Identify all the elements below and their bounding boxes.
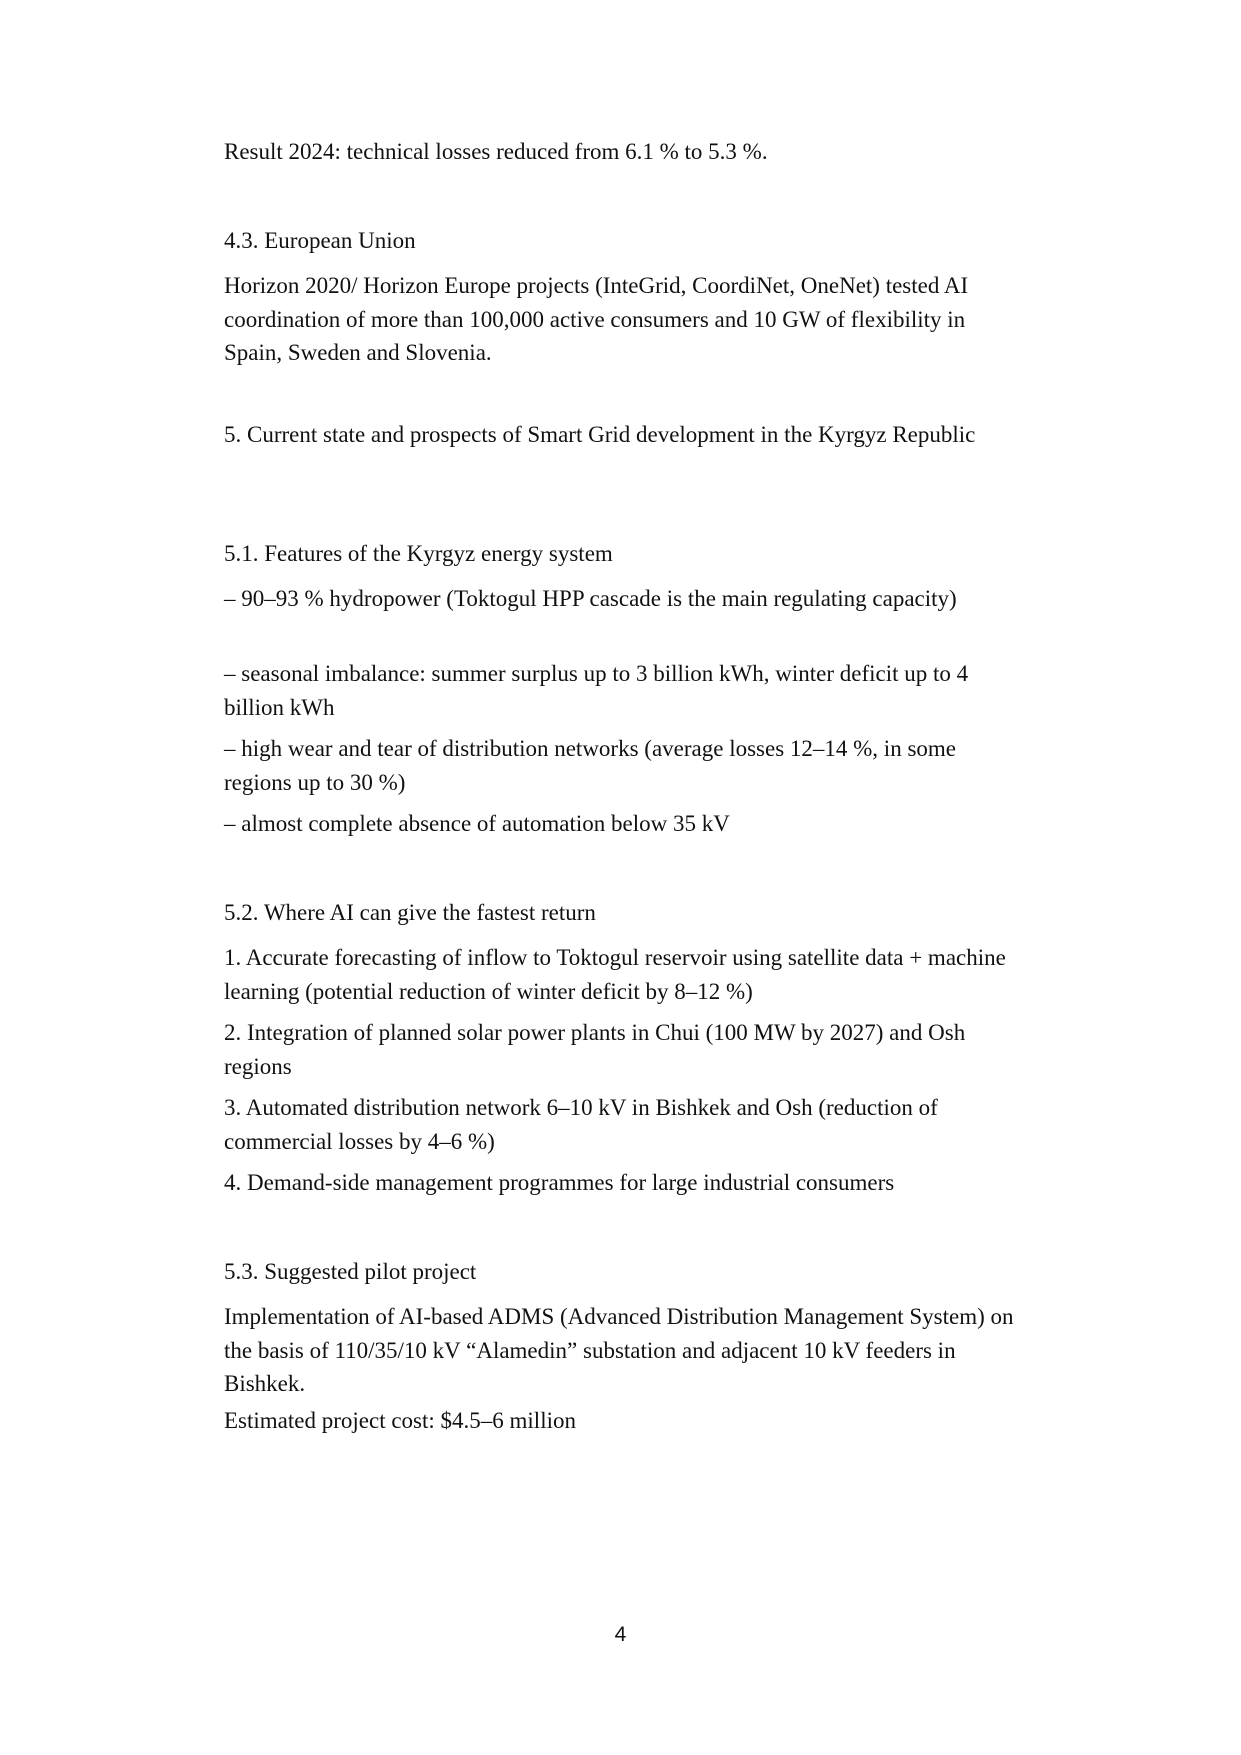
project-cost-paragraph: Estimated project cost: $4.5–6 million (224, 1408, 576, 1433)
feature-item-hydropower: – 90–93 % hydropower (Toktogul HPP cascade is the main regulating capacity) (224, 586, 957, 611)
pilot-project-paragraph: Implementation of AI-based ADMS (Advanced Distribution Management System) on the basis of 110/35/10 kV “Alamedin” substation and adjacent 10 kV feeders in Bishkek. (224, 1304, 1014, 1396)
feature-item-network-wear: – high wear and tear of distribution networks (average losses 12–14 %, in some regions up to 30 %) (224, 736, 956, 795)
result-2024-paragraph: Result 2024: technical losses reduced from 6.1 % to 5.3 %. (224, 139, 768, 164)
return-item-automated-network: 3. Automated distribution network 6–10 kV in Bishkek and Osh (reduction of commercial losses by 4–6 %) (224, 1095, 938, 1154)
page-number: 4 (614, 1623, 627, 1646)
section-heading-5-1: 5.1. Features of the Kyrgyz energy system (224, 541, 613, 566)
return-item-demand-side: 4. Demand-side management programmes for large industrial consumers (224, 1170, 895, 1195)
section-heading-5-2: 5.2. Where AI can give the fastest return (224, 900, 596, 925)
feature-item-automation: – almost complete absence of automation below 35 kV (224, 811, 730, 836)
eu-projects-paragraph: Horizon 2020/ Horizon Europe projects (InteGrid, CoordiNet, OneNet) tested AI coordination of more than 100,000 active consumers and 10 GW of flexibility in Spain, Sweden and Slovenia. (224, 273, 969, 365)
section-heading-4-3: 4.3. European Union (224, 228, 416, 253)
feature-item-seasonal-imbalance: – seasonal imbalance: summer surplus up to 3 billion kWh, winter deficit up to 4 billion kWh (224, 661, 969, 720)
section-heading-5: 5. Current state and prospects of Smart Grid development in the Kyrgyz Republic (224, 422, 976, 447)
section-heading-5-3: 5.3. Suggested pilot project (224, 1259, 477, 1284)
return-item-solar-integration: 2. Integration of planned solar power plants in Chui (100 MW by 2027) and Osh regions (224, 1020, 966, 1079)
return-item-forecasting: 1. Accurate forecasting of inflow to Toktogul reservoir using satellite data + machine learning (potential reduction of winter deficit by 8–12 %) (224, 945, 1006, 1004)
